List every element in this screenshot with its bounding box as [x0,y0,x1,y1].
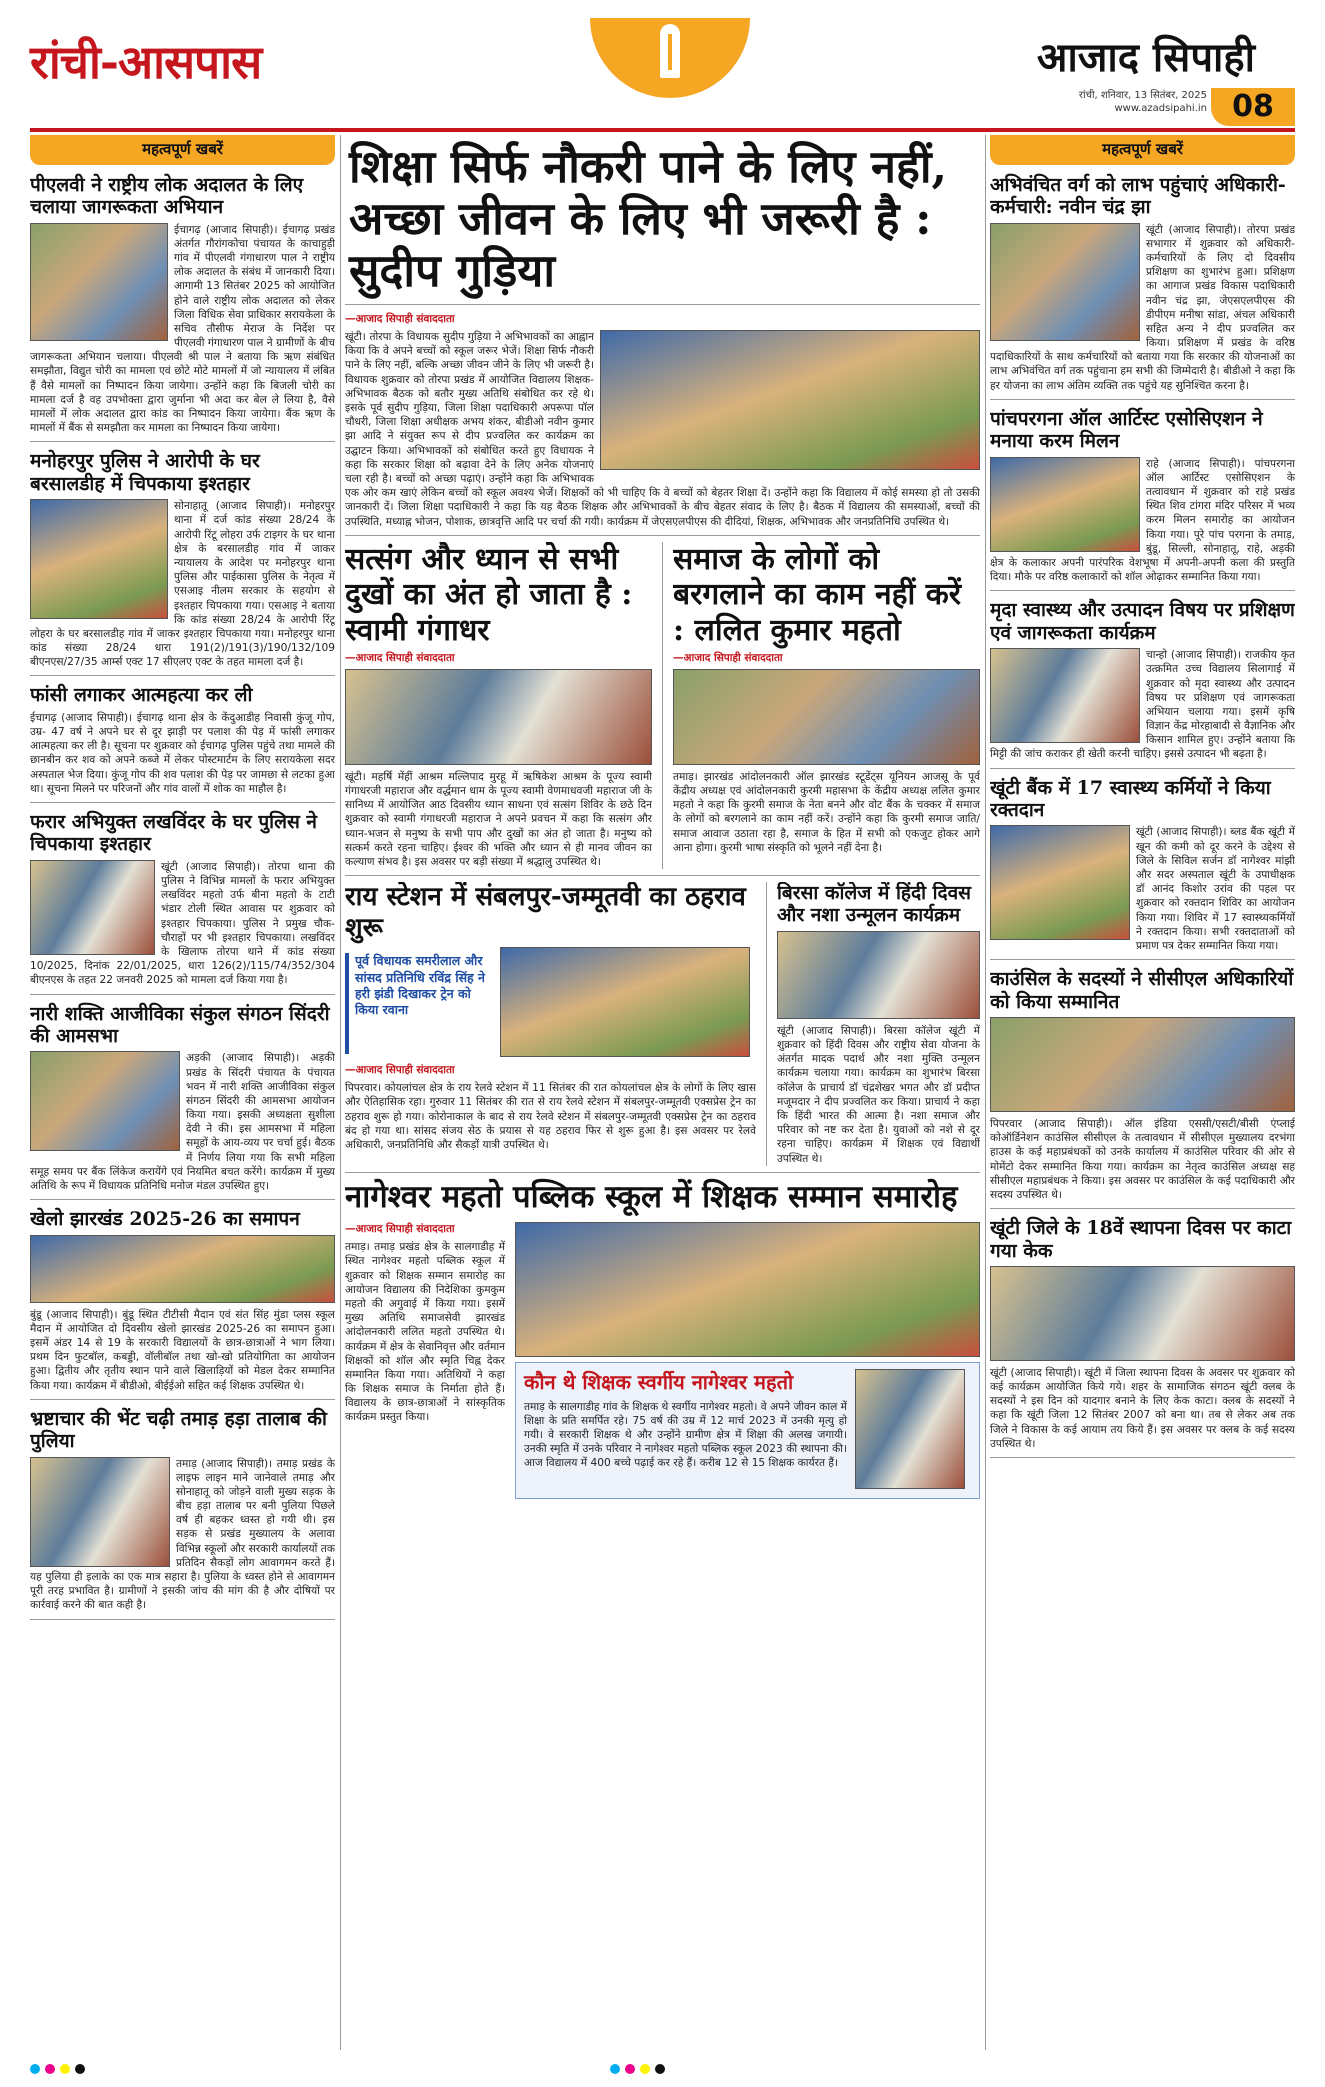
news-photo [30,223,168,341]
story-body: खूंटी (आजाद सिपाही)। ब्लड बैंक खूंटी में खून की कमी को दूर करने के उद्देश्य से जिले के सिविल सर्जन डॉ नागेश्वर मांझी और सदर अस्पताल खूंटी के उपाधीक्षक डॉ आनंद किशोर उरांव की पहल पर शुक्रवार को रक्तदान शिविर का आयोजन किया गया। शिविर में 17 स्वास्थ्यकर्मियों ने रक्तदान किया। सभी रक्तदाताओं को प्रमाण पत्र देकर सम्मानित किया गया। [1136,826,1295,952]
story-karam-milan[interactable] [990,405,1295,592]
story-headline: अभिवंचित वर्ग को लाभ पहुंचाएं अधिकारी-कर्मचारी: नवीन चंद्र झा [990,173,1286,219]
column-divider [340,135,341,2050]
news-photo [500,947,750,1057]
story-body: पिपरवार। कोयलांचल क्षेत्र के राय रेलवे स्टेशन में 11 सितंबर की रात कोयलांचल क्षेत्र के लोगों के लिए खास और ऐतिहासिक रहा। गुरुवार 11 सितंबर की रात से राय रेलवे स्टेशन में संबलपुर-जम्मूतवी एक्सप्रेस ट्रेन का ठहराव शुरू हो गया। कोरोनाकाल के बाद से राय रेलवे स्टेशन में संबलपुर-जम्मूतवी एक्सप्रेस ट्रेन का ठहराव बंद हो गया था। सांसद संजय सेठ के प्रयास से यह ठहराव फिर से शुरू हुआ है। इस अवसर पर रेलवे अधिकारी, जनप्रतिनिधि और सैकड़ों यात्री उपस्थित थे। [345,1082,756,1152]
byline: — आजाद सिपाही संवाददाता [345,1064,756,1078]
news-photo [673,669,980,765]
news-photo [30,1235,335,1303]
news-photo [990,223,1140,341]
section-title: रांची-आसपास [30,35,262,89]
news-photo [990,457,1140,552]
story-headline: भ्रष्टाचार की भेंट चढ़ी तमाड़ हड़ा तालाब की पुलिया [30,1407,327,1453]
rail-and-college [345,876,980,1173]
story-lalit-mahto[interactable] [673,542,980,869]
story-headline: खेलो झारखंड 2025-26 का समापन [30,1208,300,1231]
pen-nib-logo-icon [590,18,750,98]
story-headline: मनोहरपुर पुलिस ने आरोपी के घर बरसालडीह में चिपकाया इश्तहार [30,450,260,495]
story-headline: मृदा स्वास्थ्य और उत्पादन विषय पर प्रशिक्षण एवं जागरूकता कार्यक्रम [990,599,1295,644]
story-headline: नागेश्वर महतो पब्लिक स्कूल में शिक्षक सम्मान समारोह [345,1178,958,1215]
print-registration-marks [30,2062,1295,2076]
byline: — आजाद सिपाही संवाददाता [345,313,980,327]
byline: — आजाद सिपाही संवाददाता [673,652,980,666]
news-photo [990,825,1130,940]
lead-headline[interactable]: शिक्षा सिर्फ नौकरी पाने के लिए नहीं, अच्छा जीवन के लिए भी जरूरी है : सुदीप गुड़िया [345,135,980,305]
masthead-divider [30,128,1295,132]
newspaper-brand: आजाद सिपाही [1036,34,1255,81]
story-blood-donation[interactable] [990,774,1295,961]
story-training[interactable] [990,171,1295,400]
story-khelo-jharkhand[interactable] [30,1205,335,1400]
story-ccl-council[interactable] [990,965,1295,1209]
info-box-title: कौन थे शिक्षक स्वर्गीय नागेश्वर महतो [524,1370,794,1395]
story-tamar-bridge[interactable] [30,1405,335,1620]
story-body: पिपरवार (आजाद सिपाही)। ऑल इंडिया एससी/एसटी/बीसी एंप्लाई कोऑर्डिनेशन काउंसिल सीसीएल के तत्वावधान में सीसीएल मुख्यालय दरभंगा हाउस के कई महाप्रबंधकों को उनके कार्यालय में काउंसिल परिवार की ओर से मोमेंटो देकर सम्मानित किया गया। कार्यक्रम का नेतृत्व काउंसिल अध्यक्ष सह सीसीएल महाप्रबंधक ने किया। इस अवसर पर काउंसिल के कई पदाधिकारी और सदस्य उपस्थित थे। [990,1117,1295,1201]
story-body: राहे (आजाद सिपाही)। पांचपरगना ऑल आर्टिस्ट एसोसिएशन के तत्वावधान में शुक्रवार को राहे प्रखंड स्थित शिव टांगरा मंदिर परिसर में भव्य करम मिलन समारोह का आयोजन किया गया। पूरे पांच परगना के तमाड़, बुंडू, सिल्ली, सोनाहातू, राहे, अड़की क्षेत्र के कलाकार अपनी पारंपरिक वेशभूषा में अपनी-अपनी कला की प्रस्तुति दिया। मौके पर वरिष्ठ कलाकारों को शॉल ओढ़ाकर सम्मानित किया गया। [990,457,1295,584]
story-khunti-foundation[interactable] [990,1214,1295,1458]
news-photo [30,860,155,955]
story-body: खूंटी (आजाद सिपाही)। तोरपा प्रखंड सभागार में शुक्रवार को अधिकारी-कर्मचारियों के लिए दो दिवसीय प्रशिक्षण का शुभारंभ हुआ। प्रशिक्षण का आगाज प्रखंड विकास पदाधिकारी नवीन चंद्र झा, जेएसएलपीएस की डीपीएम मनीषा सांडा, अंचल अधिकारी सहित अन्य ने दीप प्रज्वलित कर किया। प्रशिक्षण में प्रखंड के वरिष्ठ पदाधिकारियों के साथ कर्मचारियों को बताया गया कि सरकार की योजनाओं का लाभ अभिवंचित वर्ग तक पहुंचाना हम सभी की जिम्मेदारी है। बीडीओ ने कहा कि हर योजना का लाभ अंतिम व्यक्ति तक पहुंचे यह सुनिश्चित करना है। [990,223,1295,392]
website-link[interactable]: www.azadsipahi.in [1114,102,1207,114]
news-photo [30,1457,170,1567]
story-nari-shakti[interactable] [30,1000,335,1201]
news-photo [30,499,168,619]
story-soil-health[interactable] [990,596,1295,768]
story-headline: खूंटी जिले के 18वें स्थापना दिवस पर काटा गया केक [990,1217,1292,1262]
story-headline: बिरसा कॉलेज में हिंदी दिवस और नशा उन्मूलन कार्यक्रम [776,882,972,927]
story-body: खूंटी। महर्षि मेंहीं आश्रम मल्लिपाद मुरहू में ऋषिकेश आश्रम के पूज्य स्वामी गंगाधरजी महाराज और वर्द्धमान धाम के पूज्य स्वामी वेणमाधवजी महाराज जी के सानिध्य में आयोजित आठ दिवसीय ध्यान साधना एवं सत्संग शिविर के छठे दिन शुक्रवार को स्वामी गंगाधरजी महाराज ने अपने प्रवचन में कहा कि सत्संग और ध्यान-भजन से मनुष्य के सभी पाप और दुखों का अंत हो जाता है। मनुष्य को सत्कर्म करते रहना चाहिए। ईश्वर की भक्ति और ध्यान से ही मानव जीवन का कल्याण संभव है। इस अवसर पर बड़ी संख्या में श्रद्धालु उपस्थित थे। [345,770,653,868]
news-photo [515,1222,980,1357]
story-body: बुंडू (आजाद सिपाही)। बुंडू स्थित टीटीसी मैदान एवं संत सिंह मुंडा प्लस स्कूल मैदान में आयोजित दो दिवसीय खेलो झारखंड 2025-26 का समापन हुआ। इसमें अंडर 14 से 19 के सरकारी विद्यालयों के छात्र-छात्राओं ने भाग लिया। प्रथम दिन फुटबॉल, कबड्डी, वॉलीबॉल तथा खो-खो प्रतियोगिता का आयोजन हुआ। द्वितीय और तृतीय स्थान पाने वाले खिलाड़ियों को मेडल देकर सम्मानित किया गया। कार्यक्रम में बीडीओ, बीईईओ सहित कई शिक्षक उपस्थित थे। [30,1308,335,1392]
story-headline: पांचपरगना ऑल आर्टिस्ट एसोसिएशन ने मनाया करम मिलन [990,407,1263,453]
important-news-ribbon: महत्वपूर्ण खबरें [30,135,335,165]
news-photo [990,1266,1295,1361]
story-headline: खूंटी बैंक में 17 स्वास्थ्य कर्मियों ने किया रक्तदान [990,776,1271,822]
story-body: अड़की (आजाद सिपाही)। अड़की प्रखंड के सिंदरी पंचायत के पंचायत भवन में नारी शक्ति आजीविका संकुल संगठन सिंदरी की आमसभा आयोजन किया गया। इसकी अध्यक्षता सुशीला देवी ने की। इस आमसभा में महिला समूहों के आय-व्यय पर चर्चा हुई। बैठक में निर्णय लिया गया कि सभी महिला समूह समय पर बैंक लिंकेज करायेंगे एवं नियमित बचत करेंगे। कार्यक्रम में मुख्य अतिथि के रूप में विधायक प्रतिनिधि मनोज मंडल उपस्थित हुए। [30,1052,335,1193]
byline: — आजाद सिपाही संवाददाता [345,652,652,666]
dateline [1079,90,1207,115]
story-body: सोनाहातू (आजाद सिपाही)। मनोहरपुर थाना में दर्ज कांड संख्या 28/24 के आरोपी रिंटू लोहरा उर्फ टाइगर के घर थाना क्षेत्र के बरसालडीह गांव में जाकर न्यायालय के आदेश पर मनोहरपुर थाना पुलिस और पाईकासा पुलिस के नेतृत्व में एसआइ नीलम सरकार के सहयोग से इश्तहार चिपकाया गया। एसआइ ने बताया कि कांड संख्या 28/24 के आरोपी रिंटू लोहरा के घर बरसालडीह गांव में जाकर इश्तहार चिपकाया गया। मनोहरपुर थाना कांड संख्या 28/24 धारा 191(2)/191(3)/190/132/109 बीएनएस/27/35 आर्म्स एक्ट 17 सीएलए एक्ट के तहत मामला दर्ज है। [30,500,335,669]
story-body: ईचागढ़ (आजाद सिपाही)। ईचागढ़ प्रखंड अंतर्गत गौरांगकोचा पंचायत के काचाहुड़ी गांव में पीएलवी गंगाधारण पाल ने राष्ट्रीय लोक अदालत के संबंध में जानकारी दिया। आगामी 13 सितंबर 2025 को आयोजित होने वाले राष्ट्रीय लोक अदालत को लेकर जिला विधिक सेवा प्राधिकार सरायकेला के सचिव तौसीफ मेराज के निर्देश पर पीएलवी गंगाधारण पाल ने ग्रामीणों के बीच जागरूकता अभियान चलाया। पीएलवी श्री पाल ने बताया कि ऋण संबंधित समझौता, विद्युत चोरी का मामला एवं छोटे मोटे मामलों में जो न्यायालय में लंबित हैं वैसे मामलों का निष्पादन किया जायेगा। उन्होंने कहा कि बिजली चोरी का मामला दर्ज है वह उपभोक्ता द्वारा जुर्माना भी अदा कर बेल ले लिया है, वैसे मामलों में लोक अदालत द्वारा कांड का निष्पादन किया जायेगा। बैंक ऋण के मामलों में बैंक से समझौता कर मामला का निष्पादन किया जायेगा। [30,223,335,435]
story-body: तमाड़ (आजाद सिपाही)। तमाड़ प्रखंड के लाइफ लाइन माने जानेवाले तमाड़ और सोनाहातू को जोड़ने वाली मुख्य सड़क के बीच हड़ा तालाब पर बनी पुलिया पिछले वर्ष ही बहकर ध्वस्त हो गयी थी। इस सड़क से प्रखंड मुख्यालय के अलावा विभिन्न स्कूलों और सरकारी कार्यालयों तक प्रतिदिन सैकड़ों लोग आवागमन करते हैं। यह पुलिया ही इलाके का एक मात्र सहारा है। पुलिया के ध्वस्त होने से आवागमन पूरी तरह प्रभावित है। ग्रामीणों ने इसकी जांच की मांग की है और दोषियों पर कार्रवाई करने की बात कही है। [30,1457,335,1612]
story-pointer: पूर्व विधायक समरीलाल और सांसद प्रतिनिधि रविंद्र सिंह ने हरी झंडी दिखाकर ट्रेन को किया रवाना [345,953,492,1054]
lead-story [345,305,980,535]
twin-stories [345,536,980,876]
story-headline: काउंसिल के सदस्यों ने सीसीएल अधिकारियों को किया सम्मानित [990,968,1294,1013]
lead-body: खूंटी। तोरपा के विधायक सुदीप गुड़िया ने अभिभावकों का आह्वान किया कि वे अपने बच्चों को स्कूल जरूर भेजें। शिक्षा सिर्फ नौकरी पाने के लिए नहीं, बल्कि अच्छा जीवन जीने के लिए भी जरूरी है। विधायक शुक्रवार को तोरपा प्रखंड में आयोजित विद्यालय शिक्षक-अभिभावक बैठक को बतौर मुख्य अतिथि संबोधित कर रहे थे। इसके पूर्व सुदीप गुड़िया, जिला शिक्षा पदाधिकारी अपरूपा पॉल चौधरी, जिला शिक्षा अधीक्षक अभय शंकर, बीडीओ नवीन कुमार झा आदि ने संयुक्त रूप से दीप प्रज्वलित कर कार्यक्रम का उद्घाटन किया। अभिभावकों को संबोधित करते हुए विधायक ने कहा कि सरकार शिक्षा को बढ़ावा देने के लिए अनेक योजनाएं चला रही है। बच्चों को अच्छा पढ़ाएं। उन्होंने कहा कि अभिभावक एक ओर कम खाएं लेकिन बच्चों को स्कूल अवश्य भेजें। शिक्षकों को भी चाहिए कि वे बच्चों को बेहतर शिक्षा दें। उन्होंने कहा कि विद्यालय में कोई समस्या हो तो उसकी जानकारी दें। जिला शिक्षा पदाधिकारी ने कहा कि यह बैठक शिक्षक और अभिभावकों के बीच बेहतर संवाद के लिए है। बैठक में विद्यालय की समस्याओं, बच्चों की उपस्थिति, मध्याह्न भोजन, पोशाक, छात्रवृत्ति आदि पर चर्चा की गयी। कार्यक्रम में जेएसएलपीएस की दीदियां, शिक्षक, अभिभावक और जनप्रतिनिधि उपस्थित थे। [345,331,980,528]
story-rai-station[interactable] [345,882,756,1166]
page-number: 08 [1211,88,1295,126]
story-headline: सत्संग और ध्यान से सभी दुखों का अंत हो जाता है : स्वामी गंगाधर [345,541,633,648]
news-photo [990,1017,1295,1112]
story-absconding-accused[interactable] [30,808,335,995]
story-plv-awareness[interactable] [30,171,335,443]
main-column [345,135,980,2055]
news-photo [990,648,1140,743]
left-column [30,135,335,2055]
story-headline: राय स्टेशन में संबलपुर-जम्मूतवी का ठहराव शुरू [345,882,746,943]
story-body: खूंटी (आजाद सिपाही)। बिरसा कॉलेज खूंटी में शुक्रवार को हिंदी दिवस और राष्ट्रीय सेवा योजना के अंतर्गत मादक पदार्थ और नशा मुक्ति उन्मूलन कार्यक्रम चलाया गया। कार्यक्रम का शुभारंभ बिरसा कॉलेज के प्राचार्य डॉ चंद्रशेखर भगत और डॉ प्रदीप्त मजूमदार ने दीप प्रज्वलित कर किया। प्राचार्य ने कहा कि हिंदी भारत की आत्मा है। नशा समाज और परिवार को नष्ट कर देता है। युवाओं को नशे से दूर रहना चाहिए। कार्यक्रम में शिक्षक एवं विद्यार्थी उपस्थित थे। [776,1024,980,1165]
byline: — आजाद सिपाही संवाददाता [345,1223,505,1237]
story-suicide[interactable] [30,681,335,803]
story-birsa-college[interactable] [777,882,980,1166]
lead-photo [600,330,980,470]
story-body: ईचागढ़ (आजाद सिपाही)। ईचागढ़ थाना क्षेत्र के केंदुआडीह निवासी कुंजू गोप, उम्र- 47 वर्ष ने अपने घर से दूर झाड़ी पर पलाश की पेड़ में फांसी लगाकर आत्महत्या कर ली है। सूचना पर शुक्रवार को ईचागढ़ पुलिस पहुंचे तथा मामले की छानबीन कर शव को अपने कब्जे में लेकर पोस्टमार्टम के लिए सरायकेला सदर अस्पताल भेज दिया। कुंजू गोप की शव पलाश की पेड़ पर जामछा से लटका हुआ था। सूचना मिलने पर परिजनों और गांव वालों में शोक का माहौल है। [30,711,335,795]
story-body: खूंटी (आजाद सिपाही)। तोरपा थाना की पुलिस ने विभिन्न मामलों के फरार अभियुक्त लखविंदर महतो उर्फ बीना महतो के टाटी भंडार टोली स्थित आवास पर शुक्रवार को इश्तहार चिपकाया। पुलिस ने प्रमुख चौक-चौराहों पर भी इश्तहार चिपकाया। लखविंदर के खिलाफ तोरपा थाने में कांड संख्या 10/2025, दिनांक 22/01/2025, धारा 126(2)/115/74/352/304 बीएनएस के तहत 22 जनवरी 2025 को मामला दर्ज किया गया है। [30,860,335,987]
story-body: खूंटी (आजाद सिपाही)। खूंटी में जिला स्थापना दिवस के अवसर पर शुक्रवार को कई कार्यक्रम आयोजित किये गये। शहर के सामाजिक संगठन खूंटी क्लब के सदस्यों ने इस दिन को यादगार बनाने के लिए केक काटा। क्लब के सदस्यों ने कहा कि खूंटी जिला 12 सितंबर 2007 को बना था। तब से लेकर अब तक जिले ने विकास के कई आयाम तय किये हैं। इस अवसर पर क्लब के कई सदस्य उपस्थित थे। [990,1366,1295,1450]
news-photo [777,931,980,1019]
issue-date: रांची, शनिवार, 13 सितंबर, 2025 [1078,90,1207,101]
story-teacher-honour[interactable] [345,1173,980,1506]
info-box-body: तमाड़ के सालगाडीह गांव के शिक्षक थे स्वर्गीय नागेश्वर महतो। वे अपने जीवन काल में शिक्षा के प्रति समर्पित रहे। 75 वर्ष की उम्र में 12 मार्च 2023 में उनकी मृत्यु हो गयी। वे सरकारी शिक्षक थे और उन्होंने ग्रामीण क्षेत्र में शिक्षा की अलख जगायी। उनकी स्मृति में उनके परिवार ने नागेश्वर महतो पब्लिक स्कूल 2023 की स्थापना की। आज विद्यालय में 400 बच्चे पढ़ाई कर रहे हैं। करीब 12 से 15 शिक्षक कार्यरत हैं। [524,1400,847,1470]
info-box [515,1362,980,1499]
story-body: तमाड़। झारखंड आंदोलनकारी ऑल झारखंड स्टूडेंट्स यूनियन आजसू के पूर्व केंद्रीय अध्यक्ष एवं आंदोलनकारी कुरमी महासभा के केंद्रीय अध्यक्ष ललित कुमार महतो ने कहा कि कुरमी समाज के नेता बनने और वोट बैंक के चक्कर में समाज के लोगों को बरगलाने का काम नहीं करें। उन्होंने कहा कि कुरमी समाज जाति/समाज आवाज उठाता रहा है, समाज के हित में सभी को एकजुट होकर आगे आना होगा। कुरमी भाषा संस्कृति को भूलने नहीं देना है। [673,770,980,854]
important-news-ribbon: महत्वपूर्ण खबरें [990,135,1295,165]
masthead [30,18,1295,126]
story-satsang[interactable] [345,542,652,869]
portrait-photo [855,1369,965,1489]
right-column [990,135,1295,2055]
story-headline: फरार अभियुक्त लखविंदर के घर पुलिस ने चिपकाया इश्तहार [30,811,317,856]
column-divider [985,135,986,2050]
story-body: चान्हो (आजाद सिपाही)। राजकीय कृत उत्क्रमित उच्च विद्यालय सिलागाई में शुक्रवार को मृदा स्वास्थ्य और उत्पादन विषय पर प्रशिक्षण एवं जागरूकता अभियान चलाया गया। इसमें कृषि विज्ञान केंद्र मोरहाबादी से वैज्ञानिक और किसान शामिल हुए। उन्होंने बताया कि मिट्टी की जांच कराकर ही खेती करनी चाहिए। इससे उत्पादन भी बढ़ता है। [990,649,1295,761]
story-headline: पीएलवी ने राष्ट्रीय लोक अदालत के लिए चलाया जागरूकता अभियान [30,173,304,219]
news-photo [345,669,652,765]
news-photo [30,1051,180,1151]
story-body: तमाड़। तमाड़ प्रखंड क्षेत्र के सालगाडीह में स्थित नागेश्वर महतो पब्लिक स्कूल में शुक्रवार को शिक्षक सम्मान समारोह का आयोजन विद्यालय की निदेशिका कुमकुम महतो की अगुवाई में किया गया। इसमें मुख्य अतिथि समाजसेवी झारखंड आंदोलनकारी ललित महतो उपस्थित थे। कार्यक्रम में क्षेत्र के सेवानिवृत्त और वर्तमान शिक्षकों को शॉल और स्मृति चिह्न देकर सम्मानित किया गया। अतिथियों ने कहा कि शिक्षक समाज के निर्माता होते हैं। विद्यालय के छात्र-छात्राओं ने सांस्कृतिक कार्यक्रम प्रस्तुत किया। [345,1241,505,1424]
story-headline: फांसी लगाकर आत्महत्या कर ली [30,684,253,707]
story-headline: नारी शक्ति आजीविका संकुल संगठन सिंदरी की आमसभा [30,1002,330,1047]
story-headline: समाज के लोगों को बरगलाने का काम नहीं करें : ललित कुमार महतो [673,541,962,648]
story-manoharpur-police[interactable] [30,447,335,676]
